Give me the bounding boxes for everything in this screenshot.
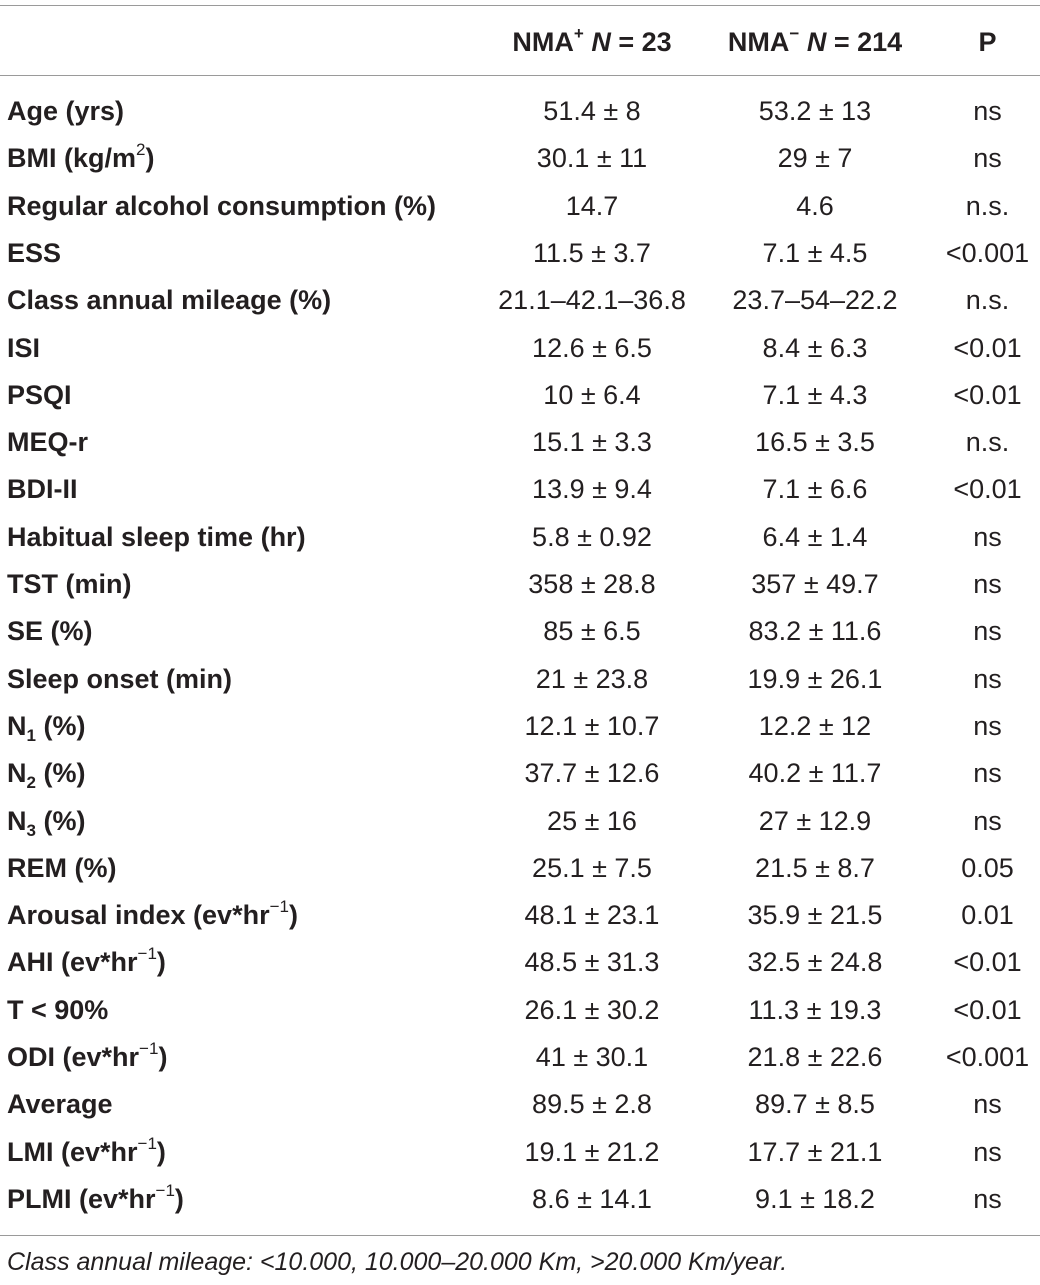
row-label: MEQ-r [7, 427, 88, 458]
p-value: <0.01 [953, 947, 1022, 978]
nma-positive-value: 25.1 ± 7.5 [532, 852, 652, 883]
p-value: ns [973, 1183, 1002, 1214]
nma-negative-value: 357 ± 49.7 [751, 569, 879, 599]
row-label: LMI $(ev*hr^{-1})$ [7, 1133, 166, 1167]
nma-negative-value: 8.4 ± 6.3 [762, 332, 868, 363]
header-rule [0, 75, 1040, 76]
nma-positive-value: 85 ± 6.5 [543, 616, 641, 647]
nma-positive-value: 14.7 [565, 190, 619, 221]
nma-negative-value: 27 ± 12.9 [758, 805, 872, 836]
nma-positive-value: 41 ± 30.1 [535, 1042, 649, 1072]
nma-negative-value: 83.2 ± 11.6 [748, 616, 882, 647]
p-value: 0.05 [961, 852, 1014, 883]
table-footnote: Class annual mileage: <10.000, 10.000–20.000 Km, >20.000 Km/year. [7, 1248, 788, 1276]
row-label: PLMI $(ev*hr^{-1})$ [7, 1180, 184, 1214]
row-label: TST (min) [7, 569, 132, 599]
table-row [0, 939, 1040, 986]
table-row [0, 987, 1040, 1034]
row-label: Average [7, 1089, 113, 1120]
table-row [0, 656, 1040, 703]
nma-positive-value: 358 ± 28.8 [528, 569, 656, 599]
p-value: <0.001 [945, 237, 1030, 268]
table-row [0, 1176, 1040, 1223]
nma-positive-value: 48.5 ± 31.3 [524, 947, 660, 978]
nma-negative-value: 6.4 ± 1.4 [762, 521, 868, 552]
table-row [0, 892, 1040, 939]
row-label: SE (%) [7, 616, 93, 647]
table-row [0, 325, 1040, 372]
nma-negative-value: 16.5 ± 3.5 [755, 427, 875, 458]
nma-positive-value: 10 ± 6.4 [543, 379, 641, 410]
table-row [0, 135, 1040, 182]
nma-positive-value: 25 ± 16 [547, 805, 637, 836]
table-row [0, 703, 1040, 750]
nma-positive-value: 19.1 ± 21.2 [524, 1136, 660, 1167]
nma-negative-value: 89.7 ± 8.5 [755, 1089, 875, 1120]
p-value: ns [973, 1089, 1002, 1120]
nma-positive-value: 13.9 ± 9.4 [532, 474, 652, 505]
nma-negative-value: 21.8 ± 22.6 [747, 1042, 883, 1072]
nma-positive-value: 8.6 ± 14.1 [532, 1183, 652, 1214]
table-row [0, 277, 1040, 324]
nma-positive-value: 48.1 ± 23.1 [524, 900, 660, 931]
row-label: Age (yrs) [7, 96, 125, 126]
table-row [0, 88, 1040, 135]
nma-negative-value: 23.7–54–22.2 [732, 285, 898, 316]
row-label: Habitual sleep time (hr) [7, 521, 306, 552]
nma-negative-value: 17.7 ± 21.1 [747, 1136, 883, 1167]
nma-negative-value: 53.2 ± 13 [758, 96, 872, 126]
nma-positive-value: 37.7 ± 12.6 [524, 758, 660, 789]
table-row [0, 1034, 1040, 1081]
p-value: ns [973, 521, 1002, 552]
row-label: $N_1$ (%) [7, 710, 86, 745]
p-value: n.s. [965, 427, 1010, 458]
row-label: ESS [7, 237, 62, 268]
row-label: ISI [7, 332, 41, 363]
nma-positive-value: 12.1 ± 10.7 [524, 710, 660, 741]
table-row [0, 183, 1040, 230]
p-value: n.s. [965, 190, 1010, 221]
p-value: ns [973, 96, 1002, 126]
table-row [0, 798, 1040, 845]
row-label: Sleep onset (min) [7, 663, 233, 694]
p-value: ns [973, 1136, 1002, 1167]
p-value: ns [973, 569, 1002, 599]
p-value: ns [973, 143, 1002, 174]
row-label: Class annual mileage (%) [7, 285, 332, 316]
nma-negative-value: 7.1 ± 6.6 [762, 474, 868, 505]
p-value: <0.01 [953, 332, 1022, 363]
row-label: BMI $(kg/m^2)$ [7, 140, 155, 174]
nma-negative-value: 21.5 ± 8.7 [755, 852, 875, 883]
table-row [0, 372, 1040, 419]
nma-negative-value: 7.1 ± 4.5 [762, 237, 868, 268]
nma-positive-value: 11.5 ± 3.7 [533, 237, 651, 268]
table-row [0, 419, 1040, 466]
row-label: BDI-II [7, 474, 78, 505]
table-row [0, 230, 1040, 277]
nma-positive-value: 5.8 ± 0.92 [532, 521, 652, 552]
nma-positive-value: 51.4 ± 8 [543, 96, 641, 126]
row-label: T < 90% [7, 994, 109, 1025]
header-nma-positive: NMA+ N = 23 [512, 24, 672, 57]
table-row [0, 845, 1040, 892]
bottom-rule [0, 1235, 1040, 1236]
nma-negative-value: 32.5 ± 24.8 [747, 947, 883, 978]
nma-negative-value: 7.1 ± 4.3 [762, 379, 868, 410]
row-label: $N_3$ (%) [7, 805, 86, 840]
p-value: <0.01 [953, 379, 1022, 410]
row-label: PSQI [7, 379, 72, 410]
nma-positive-value: 12.6 ± 6.5 [532, 332, 652, 363]
nma-positive-value: 89.5 ± 2.8 [532, 1089, 652, 1120]
p-value: 0.01 [961, 900, 1014, 931]
nma-positive-value: 15.1 ± 3.3 [532, 427, 652, 458]
nma-negative-value: 11.3 ± 19.3 [748, 994, 882, 1025]
header-nma-negative: NMA− N = 214 [727, 24, 903, 57]
row-label: Arousal index $(ev*hr^{-1})$ [7, 897, 298, 931]
nma-positive-value: 21.1–42.1–36.8 [498, 285, 686, 316]
p-value: ns [973, 616, 1002, 647]
table-row [0, 466, 1040, 513]
row-label: Regular alcohol consumption (%) [7, 190, 437, 221]
row-label: $N_2$ (%) [7, 758, 86, 793]
nma-negative-value: 9.1 ± 18.2 [755, 1183, 875, 1214]
p-value: ns [973, 758, 1002, 789]
nma-negative-value: 40.2 ± 11.7 [748, 758, 882, 789]
p-value: ns [973, 710, 1002, 741]
table-row [0, 514, 1040, 561]
table-row [0, 608, 1040, 655]
row-label: ODI $(ev*hr^{-1})$ [7, 1039, 168, 1072]
nma-positive-value: 26.1 ± 30.2 [524, 994, 660, 1025]
table-row [0, 750, 1040, 797]
nma-negative-value: 29 ± 7 [777, 143, 853, 174]
p-value: ns [973, 805, 1002, 836]
nma-negative-value: 4.6 [796, 190, 834, 221]
top-rule [0, 5, 1040, 6]
row-label: AHI $(ev*hr^{-1})$ [7, 944, 166, 978]
p-value: <0.001 [945, 1042, 1030, 1072]
header-p-value: P [978, 27, 997, 57]
nma-positive-value: 30.1 ± 11 [536, 143, 648, 174]
p-value: <0.01 [953, 994, 1022, 1025]
nma-negative-value: 19.9 ± 26.1 [747, 663, 883, 694]
row-label: REM (%) [7, 852, 117, 883]
table-row [0, 561, 1040, 608]
nma-positive-value: 21 ± 23.8 [535, 663, 649, 694]
p-value: ns [973, 663, 1002, 694]
p-value: <0.01 [953, 474, 1022, 505]
p-value: n.s. [965, 285, 1010, 316]
table-row [0, 1081, 1040, 1128]
nma-negative-value: 12.2 ± 12 [758, 710, 872, 741]
table-row [0, 1129, 1040, 1176]
nma-negative-value: 35.9 ± 21.5 [747, 900, 883, 931]
